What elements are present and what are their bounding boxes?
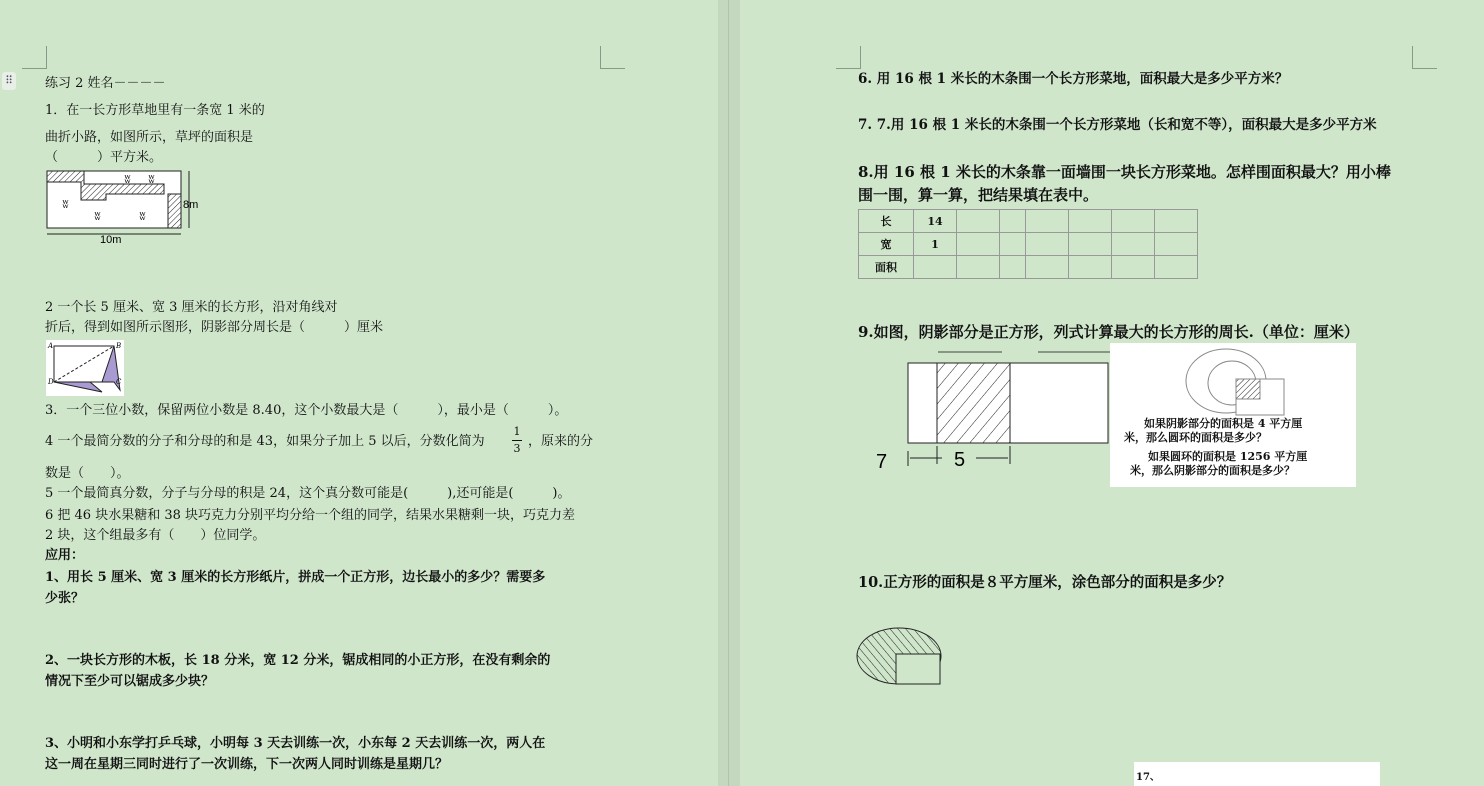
table-row bbox=[859, 256, 1198, 279]
table-cell[interactable] bbox=[957, 210, 1000, 233]
a2-line2: 情况下至少可以锯成多少块？ bbox=[45, 674, 215, 689]
r-q9-text: 9.如图，阴影部分是正方形，列式计算最大的长方形的周长.（单位：厘米） bbox=[858, 323, 1359, 341]
ring-text-1: 如果阴影部分的面积是 4 平方厘 bbox=[1144, 417, 1303, 430]
r-q7-text: 7. 7.用 16 根 1 米长的木条围一个长方形菜地（长和宽不等），面积最大是多少平方米 bbox=[858, 117, 1377, 133]
svg-text:ʬ: ʬ bbox=[94, 209, 102, 223]
table-cell[interactable] bbox=[1000, 256, 1026, 279]
q4-line1b: ，原来的分 bbox=[528, 434, 594, 449]
table-cell: 面积 bbox=[859, 256, 914, 279]
q4-line1a: 4 一个最简分数的分子和分母的和是 43，如果分子加上 5 以后，分数化简为 bbox=[45, 434, 485, 449]
q2-label-b: B bbox=[116, 342, 122, 350]
ring-problem-image bbox=[1110, 343, 1356, 487]
svg-text:ʬ: ʬ bbox=[148, 172, 156, 186]
drag-handle-icon[interactable]: ⠿ bbox=[2, 72, 16, 90]
a3-line2: 这一周在星期三同时进行了一次训练，下一次两人同时训练是星期几？ bbox=[45, 757, 449, 772]
q2-label-c: C bbox=[116, 378, 122, 386]
q4-fraction bbox=[512, 426, 522, 455]
ring-text-4: 米，那么阴影部分的面积是多少？ bbox=[1130, 464, 1295, 477]
table-cell[interactable] bbox=[957, 233, 1000, 256]
crop-mark bbox=[600, 46, 625, 69]
q2-line1: 2 一个长 5 厘米、宽 3 厘米的长方形，沿对角线对 bbox=[45, 300, 338, 315]
q1-lawn-figure bbox=[44, 168, 204, 246]
q4-numerator: 1 bbox=[513, 425, 521, 438]
table-cell[interactable] bbox=[1000, 210, 1026, 233]
a3-line1: 3、小明和小东学打乒乓球，小明每 3 天去训练一次，小东每 2 天去训练一次，两人在 bbox=[45, 736, 546, 751]
svg-text:ʬ: ʬ bbox=[139, 209, 147, 223]
table-cell: 长 bbox=[859, 210, 914, 233]
table-row bbox=[859, 233, 1198, 256]
r-q8-line1: 8.用 16 根 1 米长的木条靠一面墙围一块长方形菜地。怎样围面积最大？用小棒 bbox=[858, 163, 1391, 181]
r-q8-line2: 围一围，算一算，把结果填在表中。 bbox=[858, 186, 1099, 204]
crop-mark bbox=[836, 46, 861, 69]
q9-rectangle-figure bbox=[868, 346, 1114, 476]
q9-label-5: 5 bbox=[954, 449, 966, 471]
table-cell[interactable] bbox=[1112, 233, 1155, 256]
q2-label-d: D bbox=[48, 378, 54, 386]
q17-label: 17、 bbox=[1136, 772, 1160, 783]
table-cell[interactable] bbox=[1026, 256, 1069, 279]
table-cell[interactable] bbox=[1155, 210, 1198, 233]
table-cell[interactable] bbox=[1069, 256, 1112, 279]
q6-line1: 6 把 46 块水果糖和 38 块巧克力分别平均分给一个组的同学，结果水果糖剩一块，巧克力差 bbox=[45, 508, 576, 523]
q1-dim-width: 10m bbox=[100, 234, 122, 246]
table-cell[interactable] bbox=[1155, 233, 1198, 256]
a2-line1: 2、一块长方形的木板，长 18 分米，宽 12 分米，锯成相同的小正方形，在没有剩余的 bbox=[45, 653, 551, 668]
table-cell[interactable] bbox=[957, 256, 1000, 279]
r-q10-text: 10.正方形的面积是８平方厘米，涂色部分的面积是多少？ bbox=[858, 574, 1232, 591]
r-q6-text: 6. 用 16 根 1 米长的木条围一个长方形菜地，面积最大是多少平方米？ bbox=[858, 71, 1289, 87]
q2-label-a: A bbox=[48, 342, 54, 350]
app-heading: 应用： bbox=[45, 548, 85, 563]
q4-denominator: 3 bbox=[513, 442, 521, 455]
left-page bbox=[0, 0, 718, 786]
q6-line2: 2 块，这个组最多有（ ）位同学。 bbox=[45, 528, 266, 543]
table-cell[interactable] bbox=[1112, 256, 1155, 279]
ring-text-3: 如果圆环的面积是 1256 平方厘 bbox=[1148, 450, 1308, 463]
q1-dim-height: 8m bbox=[183, 199, 199, 211]
q4-line2: 数是（ ）。 bbox=[45, 466, 130, 481]
q1-line1: 1．在一长方形草地里有一条宽 1 米的 bbox=[45, 103, 265, 118]
q1-line3: （ ）平方米。 bbox=[45, 150, 163, 165]
a1-line1: 1、用长 5 厘米、宽 3 厘米的长方形纸片，拼成一个正方形，边长最小的多少？需要多 bbox=[45, 570, 546, 585]
svg-text:ʬ: ʬ bbox=[62, 197, 70, 211]
table-row bbox=[859, 210, 1198, 233]
table-cell[interactable] bbox=[1069, 233, 1112, 256]
table-cell[interactable] bbox=[914, 256, 957, 279]
q2-fold-figure bbox=[46, 340, 124, 396]
table-cell[interactable] bbox=[1069, 210, 1112, 233]
table-cell[interactable] bbox=[1155, 256, 1198, 279]
crop-mark bbox=[22, 46, 47, 69]
table-cell[interactable] bbox=[1112, 210, 1155, 233]
table-cell: 宽 bbox=[859, 233, 914, 256]
ring-text-2: 米，那么圆环的面积是多少？ bbox=[1124, 431, 1267, 444]
page-gutter bbox=[718, 0, 740, 786]
worksheet-title: 练习 2 姓名－－－－ bbox=[45, 76, 166, 91]
svg-text:ʬ: ʬ bbox=[124, 172, 132, 186]
q9-label-7: 7 bbox=[876, 451, 888, 473]
q10-circle-figure bbox=[856, 626, 946, 686]
q3-text: 3．一个三位小数，保留两位小数是 8.40，这个小数最大是（ ），最小是（ ）。 bbox=[45, 403, 568, 418]
answer-table bbox=[858, 209, 1198, 279]
ring-figure bbox=[1180, 347, 1292, 421]
table-cell[interactable] bbox=[1000, 233, 1026, 256]
table-cell: 14 bbox=[914, 210, 957, 233]
right-page bbox=[740, 0, 1484, 786]
a1-line2: 少张？ bbox=[45, 591, 85, 606]
q1-line2: 曲折小路，如图所示，草坪的面积是 bbox=[45, 130, 254, 145]
table-cell[interactable] bbox=[1026, 233, 1069, 256]
table-cell[interactable] bbox=[1026, 210, 1069, 233]
table-cell: 1 bbox=[914, 233, 957, 256]
crop-mark bbox=[1412, 46, 1437, 69]
q2-line2: 折后，得到如图所示图形，阴影部分周长是（ ）厘米 bbox=[45, 320, 384, 335]
q17-image-box bbox=[1134, 762, 1380, 786]
q5-text: 5 一个最简真分数，分子与分母的积是 24，这个真分数可能是( ),还可能是( )。 bbox=[45, 486, 571, 501]
